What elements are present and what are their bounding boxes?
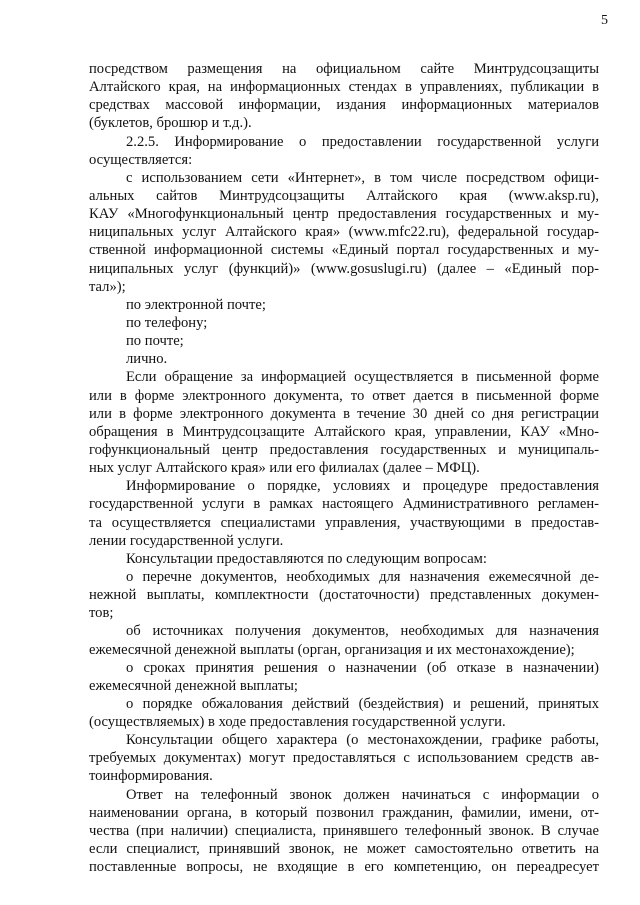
text-line <box>89 151 599 169</box>
text-line <box>89 78 599 96</box>
text-line <box>89 568 599 586</box>
text-line-content: поставленные вопросы, не входящие в его компетенцию, он переадресует <box>89 859 599 876</box>
text-line <box>89 114 599 132</box>
text-line <box>89 441 599 459</box>
text-line-content: Алтайского края, на информационных стендах в управлениях, публикации в <box>89 79 599 96</box>
text-line <box>89 477 599 495</box>
text-line <box>89 622 599 640</box>
text-line <box>89 858 599 876</box>
text-line <box>89 187 599 205</box>
text-line <box>89 532 599 550</box>
text-line-content: по электронной почте; <box>126 296 266 313</box>
text-line <box>89 731 599 749</box>
text-line-content: или в форме электронного документа, то ответ дается в письменной форме <box>89 387 599 404</box>
text-line <box>89 423 599 441</box>
text-line-content: с использованием сети «Интернет», в том числе посредством офици- <box>126 169 599 186</box>
text-line-content: (осуществляемых) в ходе предоставления государственной услуги. <box>89 714 506 731</box>
text-line-content: Консультации предоставляются по следующим вопросам: <box>126 550 487 567</box>
text-line <box>89 514 599 532</box>
page-number: 5 <box>601 13 608 28</box>
text-line <box>89 659 599 677</box>
text-line <box>89 804 599 822</box>
text-line <box>89 223 599 241</box>
text-line-content: ных услуг Алтайского края» или его филиалах (далее – МФЦ). <box>89 460 480 477</box>
text-line-content: требуемых документах) могут предоставляться с использованием средств ав- <box>89 750 599 767</box>
text-line-content: (буклетов, брошюр и т.д.). <box>89 115 252 132</box>
text-line <box>89 332 599 350</box>
text-line-content: государственной услуги в рамках настоящего Административного регламен- <box>89 496 599 513</box>
text-line <box>89 368 599 386</box>
text-line-content: нежной выплаты, комплектности (достаточности) представленных докумен- <box>89 587 599 604</box>
text-line <box>89 840 599 858</box>
text-line-content: альных сайтов Минтрудсоцзащиты Алтайского края (www.aksp.ru), <box>89 187 599 204</box>
text-line <box>89 586 599 604</box>
text-line-content: обращения в Минтрудсоцзащите Алтайского края, управлении, КАУ «Мно- <box>89 423 599 440</box>
text-line <box>89 169 599 187</box>
text-line <box>89 133 599 151</box>
text-line <box>89 241 599 259</box>
text-line-content: чества (при наличии) специалиста, принявшего телефонный звонок. В случае <box>89 822 599 839</box>
text-line <box>89 459 599 477</box>
text-line-content: КАУ «Многофункциональный центр предоставления государственных и му- <box>89 206 599 223</box>
text-line <box>89 296 599 314</box>
text-line <box>89 767 599 785</box>
text-line-content: Если обращение за информацией осуществляется в письменной форме <box>126 369 599 386</box>
text-line-content: средствах массовой информации, издания информационных материалов <box>89 97 599 114</box>
text-line <box>89 822 599 840</box>
text-line-content: ственной информационной системы «Единый портал государственных и му- <box>89 242 599 259</box>
text-line <box>89 205 599 223</box>
text-line-content: тов; <box>89 605 114 622</box>
text-line-content: лении государственной услуги. <box>89 532 284 549</box>
text-line <box>89 677 599 695</box>
text-line-content: о сроках принятия решения о назначении (об отказе в назначении) <box>126 659 599 676</box>
text-line <box>89 550 599 568</box>
text-line <box>89 749 599 767</box>
text-line-content: Ответ на телефонный звонок должен начинаться с информации о <box>126 786 599 803</box>
body-text <box>89 60 599 876</box>
text-line <box>89 405 599 423</box>
text-line <box>89 96 599 114</box>
text-line-content: по телефону; <box>126 314 208 331</box>
text-line-content: ежемесячной денежной выплаты; <box>89 677 298 694</box>
text-line-content: осуществляется: <box>89 151 193 168</box>
text-line <box>89 641 599 659</box>
text-line <box>89 387 599 405</box>
text-line-content: ежемесячной денежной выплаты (орган, организация и их местонахождение); <box>89 641 575 658</box>
text-line <box>89 260 599 278</box>
text-line-content: 2.2.5. Информирование о предоставлении государственной услуги <box>126 133 599 150</box>
text-line-content: или в форме электронного документа в течение 30 дней со дня регистрации <box>89 405 599 422</box>
text-line-content: о перечне документов, необходимых для назначения ежемесячной де- <box>126 568 599 585</box>
text-line-content: Информирование о порядке, условиях и процедуре предоставления <box>126 478 599 495</box>
text-line-content: лично. <box>126 351 168 368</box>
text-line <box>89 350 599 368</box>
text-line <box>89 604 599 622</box>
text-line-content: та осуществляется специалистами управления, участвующими в предостав- <box>89 514 599 531</box>
text-line-content: наименовании органа, в который позвонил гражданин, фамилии, имени, от- <box>89 804 599 821</box>
text-line-content: Консультации общего характера (о местонахождении, графике работы, <box>126 732 599 749</box>
text-line-content: тал»); <box>89 278 126 295</box>
text-line <box>89 786 599 804</box>
text-line-content: тоинформирования. <box>89 768 213 785</box>
text-line-content: по почте; <box>126 333 184 350</box>
text-line-content: об источниках получения документов, необходимых для назначения <box>126 623 599 640</box>
text-line <box>89 314 599 332</box>
text-line <box>89 60 599 78</box>
text-line-content: гофункциональный центр предоставления государственных и муниципаль- <box>89 441 599 458</box>
text-line <box>89 713 599 731</box>
text-line <box>89 695 599 713</box>
text-line-content: ниципальных услуг Алтайского края» (www.mfc22.ru), федеральной государ- <box>89 224 599 241</box>
text-line-content: посредством размещения на официальном сайте Минтрудсоцзащиты <box>89 61 599 77</box>
text-line-content: ниципальных услуг (функций)» (www.gosuslugi.ru) (далее – «Единый пор- <box>89 260 599 277</box>
text-line-content: если специалист, принявший звонок, не может самостоятельно ответить на <box>89 841 599 858</box>
text-line-content: о порядке обжалования действий (бездействия) и решений, принятых <box>126 695 599 712</box>
text-line <box>89 495 599 513</box>
text-line <box>89 278 599 296</box>
